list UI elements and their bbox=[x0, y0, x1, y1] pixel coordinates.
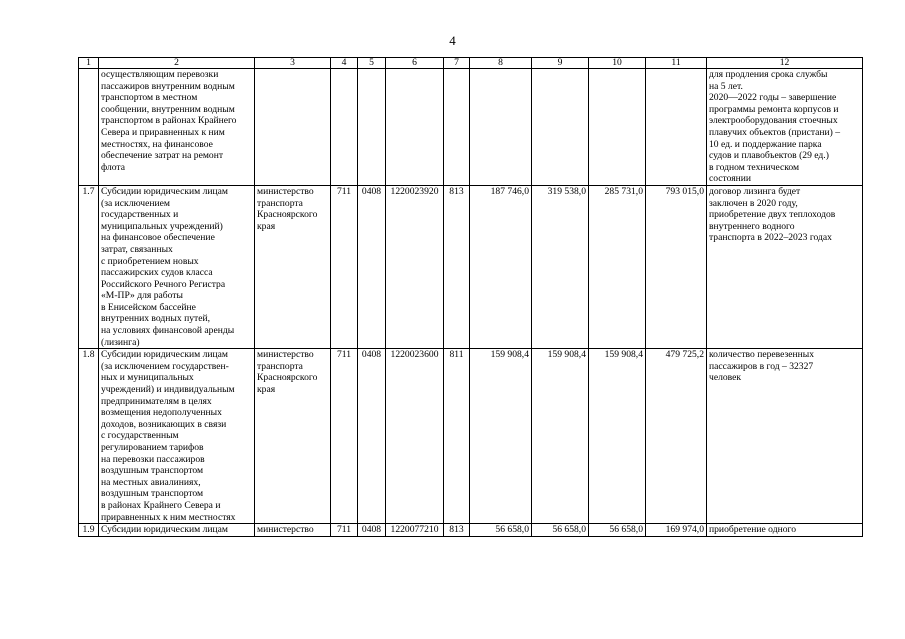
column-header: 11 bbox=[646, 58, 707, 69]
column-header: 4 bbox=[331, 58, 358, 69]
section-code bbox=[358, 69, 386, 186]
expense-type-code: 813 bbox=[444, 524, 470, 537]
expense-type-code: 811 bbox=[444, 349, 470, 524]
table-row bbox=[79, 524, 863, 537]
column-header: 10 bbox=[589, 58, 646, 69]
grbs-code: 711 bbox=[331, 349, 358, 524]
grbs-code: 711 bbox=[331, 185, 358, 348]
administrator bbox=[255, 69, 331, 186]
amount-year-3 bbox=[589, 69, 646, 186]
administrator: министерство транспорта Красноярского края bbox=[255, 349, 331, 524]
column-header: 3 bbox=[255, 58, 331, 69]
row-number: 1.9 bbox=[79, 524, 99, 537]
amount-year-1: 56 658,0 bbox=[470, 524, 532, 537]
amount-year-2 bbox=[532, 69, 589, 186]
grbs-code: 711 bbox=[331, 524, 358, 537]
section-code: 0408 bbox=[358, 349, 386, 524]
column-header: 6 bbox=[386, 58, 444, 69]
amount-total bbox=[646, 69, 707, 186]
table-row bbox=[79, 69, 863, 186]
target-code bbox=[386, 69, 444, 186]
page-number: 4 bbox=[449, 33, 456, 48]
measure-name: Субсидии юридическим лицам bbox=[99, 524, 255, 537]
target-code: 1220023920 bbox=[386, 185, 444, 348]
expected-result: договор лизинга будет заключен в 2020 году, приобретение двух теплоходов внутреннего водного транспорта в 2022–2023 годах bbox=[707, 185, 863, 348]
row-number: 1.8 bbox=[79, 349, 99, 524]
table-row bbox=[79, 185, 863, 348]
amount-year-2: 159 908,4 bbox=[532, 349, 589, 524]
measure-name: Субсидии юридическим лицам (за исключением государствен- ных и муниципальных учреждений) и индивидуальным предпринимателям в целях возмещения недополученных доходов, возникающих в связи с государственным регулированием тарифов на перевозки пассажиров воздушным транспортом на местных авиалиниях, воздушным транспортом в районах Крайнего Севера и приравненных к ним местностях bbox=[99, 349, 255, 524]
amount-year-1: 159 908,4 bbox=[470, 349, 532, 524]
target-code: 1220023600 bbox=[386, 349, 444, 524]
target-code: 1220077210 bbox=[386, 524, 444, 537]
budget-table bbox=[78, 57, 863, 537]
expense-type-code bbox=[444, 69, 470, 186]
column-header: 12 bbox=[707, 58, 863, 69]
expected-result: приобретение одного bbox=[707, 524, 863, 537]
expense-type-code: 813 bbox=[444, 185, 470, 348]
amount-year-3: 159 908,4 bbox=[589, 349, 646, 524]
column-header: 8 bbox=[470, 58, 532, 69]
amount-year-1 bbox=[470, 69, 532, 186]
amount-year-2: 319 538,0 bbox=[532, 185, 589, 348]
row-number bbox=[79, 69, 99, 186]
amount-year-3: 56 658,0 bbox=[589, 524, 646, 537]
measure-name: Субсидии юридическим лицам (за исключением государственных и муниципальных учреждений) на финансовое обеспечение затрат, связанных с приобретением новых пассажирских судов класса Российского Речного Регистра «М-ПР» для работы в Енисейском бассейне внутренних водных путей, на условиях финансовой аренды (лизинга) bbox=[99, 185, 255, 348]
amount-total: 169 974,0 bbox=[646, 524, 707, 537]
grbs-code bbox=[331, 69, 358, 186]
amount-total: 793 015,0 bbox=[646, 185, 707, 348]
amount-year-2: 56 658,0 bbox=[532, 524, 589, 537]
column-header: 5 bbox=[358, 58, 386, 69]
amount-year-3: 285 731,0 bbox=[589, 185, 646, 348]
section-code: 0408 bbox=[358, 524, 386, 537]
measure-name: осуществляющим перевозки пассажиров внутренним водным транспортом в местном сообщении, внутренним водным транспортом в районах Крайнего Севера и приравненных к ним местностях, на финансовое обеспечение затрат на ремонт флота bbox=[99, 69, 255, 186]
section-code: 0408 bbox=[358, 185, 386, 348]
table-row bbox=[79, 349, 863, 524]
column-header: 1 bbox=[79, 58, 99, 69]
expected-result: количество перевезенных пассажиров в год – 32327 человек bbox=[707, 349, 863, 524]
administrator: министерство транспорта Красноярского края bbox=[255, 185, 331, 348]
amount-year-1: 187 746,0 bbox=[470, 185, 532, 348]
expected-result: для продления срока службы на 5 лет. 2020—2022 годы – завершение программы ремонта корпусов и электрооборудования стоечных плавучих объектов (пристани) – 10 ед. и поддержание парка судов и плавобъектов (29 ед.) в годном техническом состоянии bbox=[707, 69, 863, 186]
administrator: министерство bbox=[255, 524, 331, 537]
column-header: 2 bbox=[99, 58, 255, 69]
row-number: 1.7 bbox=[79, 185, 99, 348]
header-row bbox=[79, 58, 863, 69]
amount-total: 479 725,2 bbox=[646, 349, 707, 524]
column-header: 7 bbox=[444, 58, 470, 69]
column-header: 9 bbox=[532, 58, 589, 69]
